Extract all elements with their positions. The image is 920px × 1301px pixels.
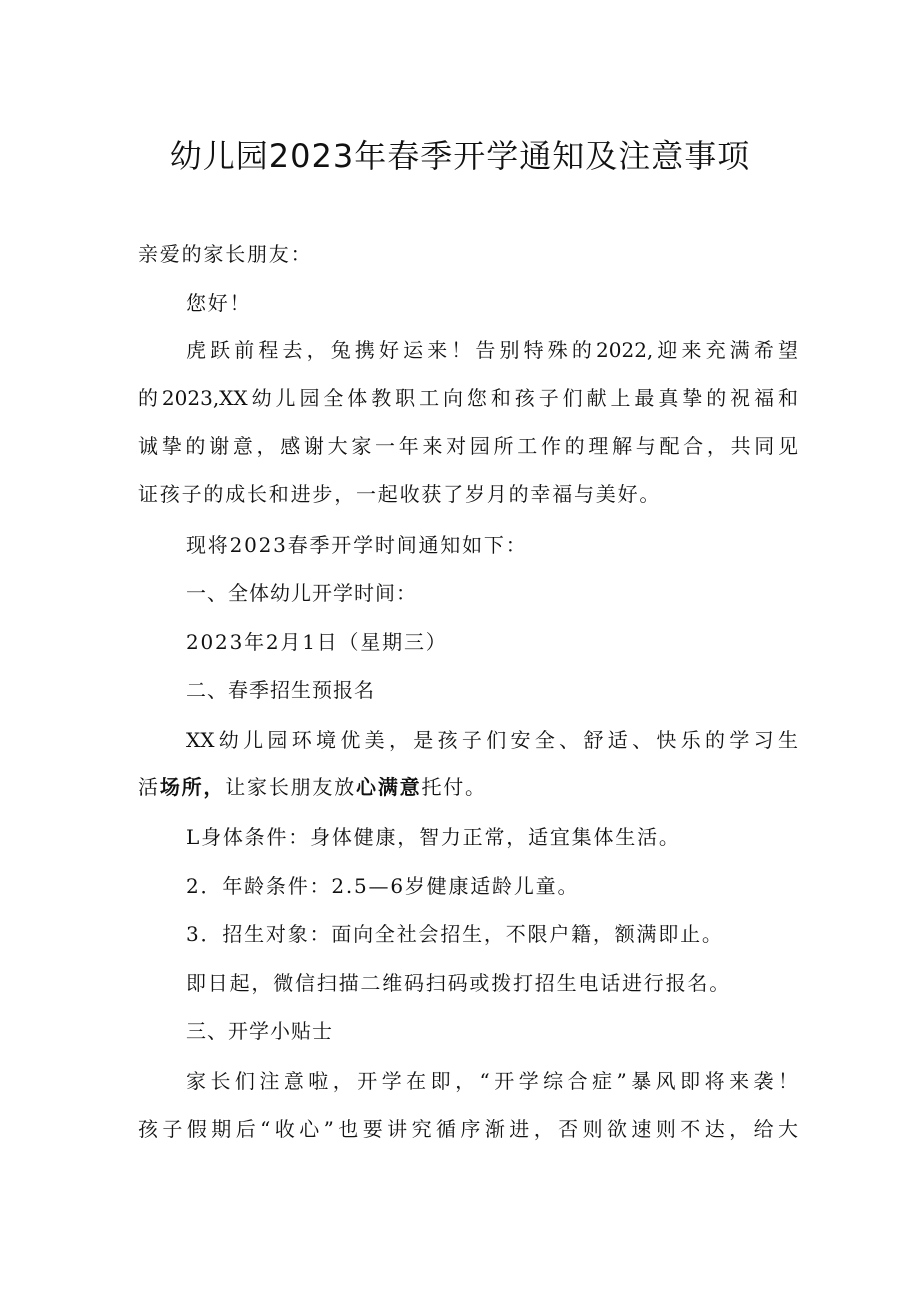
emphasis-text: 场所， [159, 775, 226, 799]
section-3-heading: 三、开学小贴士 [186, 1019, 333, 1043]
section-2-heading: 二、春季招生预报名 [186, 678, 375, 702]
intro-line: 证孩子的成长和进步，一起收获了岁月的幸福与美好。 [138, 482, 662, 506]
text-span: 活 [138, 775, 160, 799]
text-span: 让家长朋友放 [225, 775, 357, 799]
requirement-item: L身体条件：身体健康，智力正常，适宜集体生活。 [186, 825, 681, 849]
announcement: 现将2023春季开学时间通知如下： [186, 533, 528, 557]
document-title: 幼儿园2023年春季开学通知及注意事项 [169, 137, 751, 175]
section-2-paragraph-line [138, 771, 798, 803]
requirement-item: 2．年龄条件：2.5—6岁健康适龄儿童。 [186, 874, 580, 898]
section-3-line: 家长们注意啦，开学在即，“开学综合症”暴风即将来袭！ [186, 1069, 798, 1093]
requirement-item: 3．招生对象：面向全社会招生，不限户籍，额满即止。 [186, 922, 724, 946]
section-1-date: 2023年2月1日（星期三） [186, 630, 448, 654]
emphasis-text: 心满意 [356, 775, 422, 799]
section-3-line: 孩子假期后“收心”也要讲究循序渐进，否则欲速则不达，给大 [138, 1117, 798, 1141]
section-2-paragraph-line: XX幼儿园环境优美，是孩子们安全、舒适、快乐的学习生 [186, 728, 798, 752]
greeting: 亲爱的家长朋友： [138, 242, 313, 266]
intro-line: 诚挚的谢意，感谢大家一年来对园所工作的理解与配合，共同见 [138, 434, 798, 458]
section-1-heading: 一、全体幼儿开学时间： [186, 581, 417, 605]
text-span: 托付。 [421, 775, 487, 799]
registration-note: 即日起，微信扫描二维码扫码或拨打招生电话进行报名。 [186, 971, 731, 995]
intro-line: 虎跃前程去，兔携好运来！告别特殊的2022,迎来充满希望 [186, 338, 798, 362]
intro-line: 的2023,XX幼儿园全体教职工向您和孩子们献上最真挚的祝福和 [138, 386, 798, 410]
salutation: 您好！ [186, 291, 252, 315]
